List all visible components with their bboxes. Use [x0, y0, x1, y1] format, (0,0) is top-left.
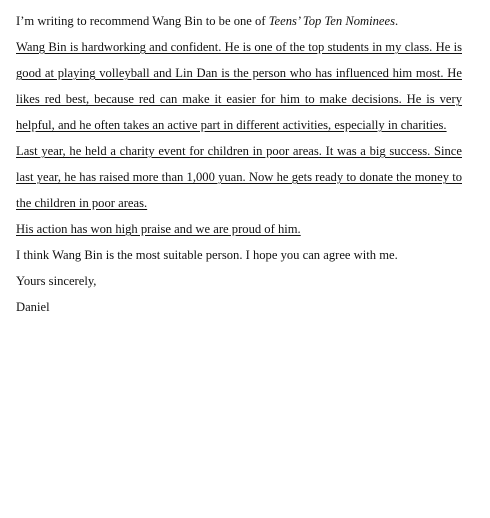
paragraph-qualities-text: Wang Bin is hardworking and confident. He is one of the top students in my class. He is good at playing volleyball and Lin Dan is the person who has influenced him most. He likes red best, because red can make it easier for him to make decisions. He is very helpful, and he often takes an active part in different activities, especially in charities. — [16, 40, 462, 132]
sign-off: Yours sincerely, — [16, 274, 97, 288]
paragraph-praise-text: His action has won high praise and we are proud of him. — [16, 222, 301, 236]
closing-statement: I think Wang Bin is the most suitable person. I hope you can agree with me. — [16, 248, 398, 262]
signature: Daniel — [16, 300, 50, 314]
paragraph-charity-text: Last year, he held a charity event for children in poor areas. It was a big success. Since last year, he has raised more than 1,000 yuan. Now he gets ready to donate the money to the children in poor areas. — [16, 144, 462, 210]
intro-line — [16, 8, 462, 34]
letter-body — [16, 8, 462, 320]
paragraph-praise — [16, 216, 462, 242]
intro-suffix: . — [395, 14, 399, 28]
intro-prefix: I’m writing to recommend Wang Bin to be one of — [16, 14, 269, 28]
paragraph-charity — [16, 138, 462, 216]
nominees-title: Teens’ Top Ten Nominees — [268, 14, 395, 28]
paragraph-qualities — [16, 34, 462, 138]
